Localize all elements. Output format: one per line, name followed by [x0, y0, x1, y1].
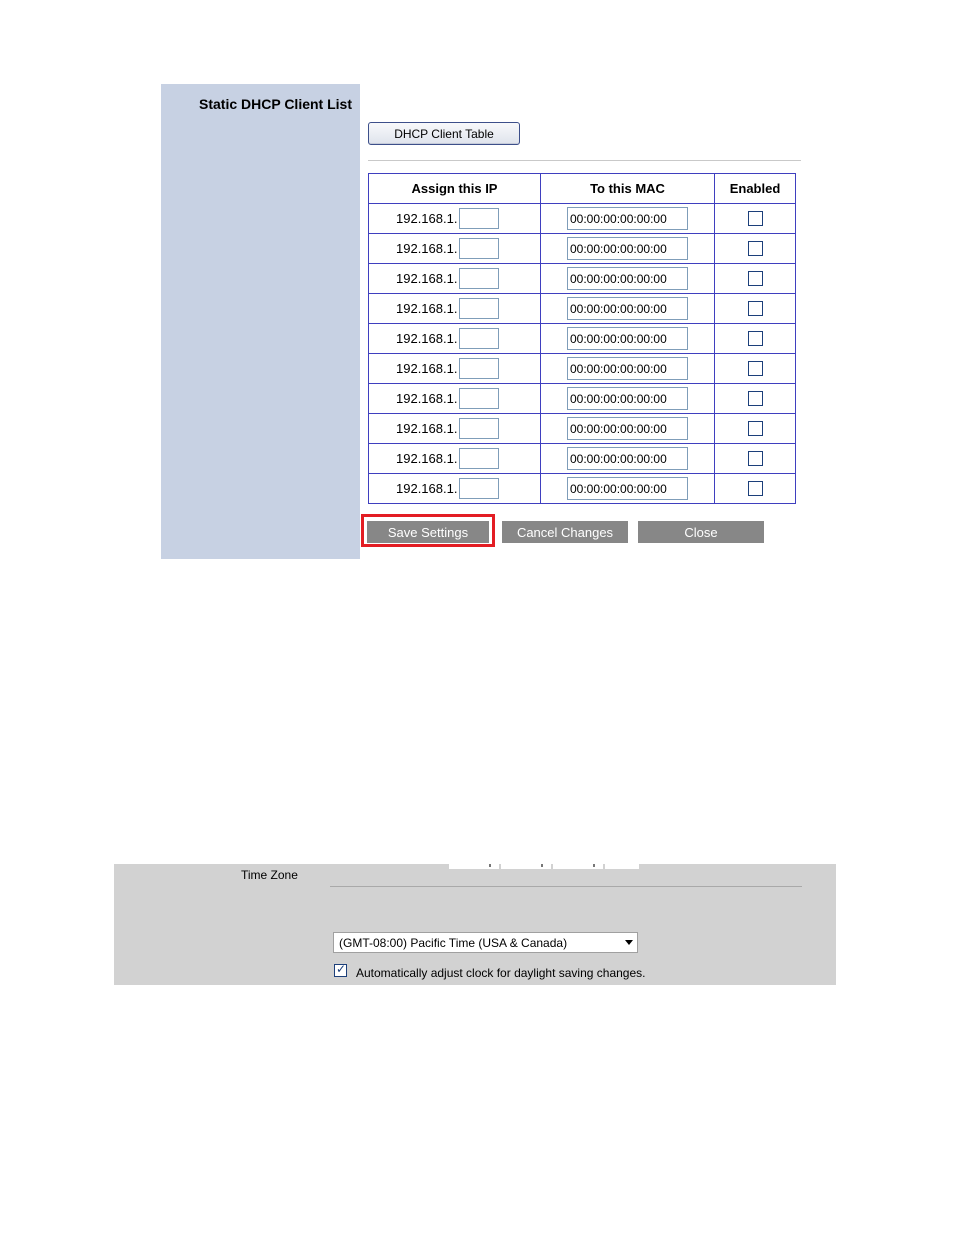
header-assign-ip: Assign this IP	[369, 174, 541, 204]
mac-input[interactable]	[567, 267, 688, 290]
ip-prefix: 192.168.1.	[396, 301, 458, 316]
enabled-checkbox[interactable]	[748, 331, 763, 346]
ip-suffix-input[interactable]	[459, 388, 499, 409]
dhcp-client-table-button[interactable]: DHCP Client Table	[368, 122, 520, 145]
time-zone-selected-value: (GMT-08:00) Pacific Time (USA & Canada)	[339, 936, 568, 950]
enabled-cell	[715, 234, 796, 264]
mac-input[interactable]	[567, 297, 688, 320]
dropdown-arrow-icon	[625, 940, 633, 945]
table-row	[369, 474, 796, 504]
dst-label: Automatically adjust clock for daylight saving changes.	[356, 966, 646, 980]
table-row	[369, 204, 796, 234]
divider	[330, 886, 802, 887]
table-row	[369, 444, 796, 474]
mac-input[interactable]	[567, 387, 688, 410]
enabled-cell	[715, 384, 796, 414]
ip-cell	[369, 444, 541, 474]
time-zone-panel	[114, 864, 836, 985]
enabled-checkbox[interactable]	[748, 301, 763, 316]
ip-prefix: 192.168.1.	[396, 361, 458, 376]
enabled-checkbox[interactable]	[748, 361, 763, 376]
enabled-cell	[715, 324, 796, 354]
enabled-cell	[715, 264, 796, 294]
enabled-cell	[715, 294, 796, 324]
ip-prefix: 192.168.1.	[396, 211, 458, 226]
ip-suffix-input[interactable]	[459, 238, 499, 259]
ip-prefix: 192.168.1.	[396, 391, 458, 406]
ip-cell	[369, 414, 541, 444]
time-zone-select[interactable]	[333, 932, 638, 953]
header-mac: To this MAC	[541, 174, 715, 204]
mac-cell	[541, 264, 715, 294]
enabled-checkbox[interactable]	[748, 451, 763, 466]
static-dhcp-table	[368, 173, 796, 504]
enabled-checkbox[interactable]	[748, 481, 763, 496]
divider	[368, 160, 801, 161]
mac-cell	[541, 474, 715, 504]
mac-input[interactable]	[567, 417, 688, 440]
ip-prefix: 192.168.1.	[396, 241, 458, 256]
ip-suffix-input[interactable]	[459, 208, 499, 229]
cancel-changes-button[interactable]: Cancel Changes	[502, 521, 628, 543]
ip-prefix: 192.168.1.	[396, 421, 458, 436]
sidebar	[161, 84, 360, 559]
ip-cell	[369, 234, 541, 264]
enabled-cell	[715, 444, 796, 474]
ip-suffix-input[interactable]	[459, 418, 499, 439]
table-row	[369, 354, 796, 384]
enabled-checkbox[interactable]	[748, 211, 763, 226]
mac-cell	[541, 294, 715, 324]
ip-cell	[369, 204, 541, 234]
header-enabled: Enabled	[715, 174, 796, 204]
ip-prefix: 192.168.1.	[396, 481, 458, 496]
dhcp-content	[360, 84, 806, 559]
table-row	[369, 414, 796, 444]
mac-cell	[541, 234, 715, 264]
table-row	[369, 234, 796, 264]
ip-prefix: 192.168.1.	[396, 451, 458, 466]
enabled-checkbox[interactable]	[748, 241, 763, 256]
cropped-fields-edge	[449, 864, 639, 869]
enabled-cell	[715, 474, 796, 504]
ip-prefix: 192.168.1.	[396, 331, 458, 346]
ip-cell	[369, 294, 541, 324]
mac-input[interactable]	[567, 327, 688, 350]
ip-cell	[369, 324, 541, 354]
mac-cell	[541, 204, 715, 234]
mac-input[interactable]	[567, 357, 688, 380]
ip-suffix-input[interactable]	[459, 478, 499, 499]
ip-cell	[369, 474, 541, 504]
table-header-row	[369, 174, 796, 204]
mac-input[interactable]	[567, 447, 688, 470]
enabled-cell	[715, 354, 796, 384]
mac-input[interactable]	[567, 207, 688, 230]
ip-suffix-input[interactable]	[459, 448, 499, 469]
ip-prefix: 192.168.1.	[396, 271, 458, 286]
table-row	[369, 384, 796, 414]
static-dhcp-panel	[161, 84, 806, 559]
section-title: Static DHCP Client List	[199, 96, 352, 112]
ip-suffix-input[interactable]	[459, 268, 499, 289]
mac-input[interactable]	[567, 237, 688, 260]
ip-cell	[369, 264, 541, 294]
mac-cell	[541, 384, 715, 414]
enabled-cell	[715, 204, 796, 234]
ip-suffix-input[interactable]	[459, 298, 499, 319]
table-row	[369, 264, 796, 294]
enabled-cell	[715, 414, 796, 444]
dst-checkbox[interactable]	[334, 964, 347, 977]
mac-input[interactable]	[567, 477, 688, 500]
mac-cell	[541, 324, 715, 354]
table-row	[369, 324, 796, 354]
ip-cell	[369, 354, 541, 384]
close-button[interactable]: Close	[638, 521, 764, 543]
ip-cell	[369, 384, 541, 414]
enabled-checkbox[interactable]	[748, 421, 763, 436]
mac-cell	[541, 414, 715, 444]
mac-cell	[541, 444, 715, 474]
table-row	[369, 294, 796, 324]
save-settings-button[interactable]: Save Settings	[367, 521, 489, 543]
mac-cell	[541, 354, 715, 384]
ip-suffix-input[interactable]	[459, 328, 499, 349]
check-icon: ✓	[336, 962, 347, 976]
ip-suffix-input[interactable]	[459, 358, 499, 379]
enabled-checkbox[interactable]	[748, 391, 763, 406]
enabled-checkbox[interactable]	[748, 271, 763, 286]
time-zone-label: Time Zone	[241, 868, 298, 882]
